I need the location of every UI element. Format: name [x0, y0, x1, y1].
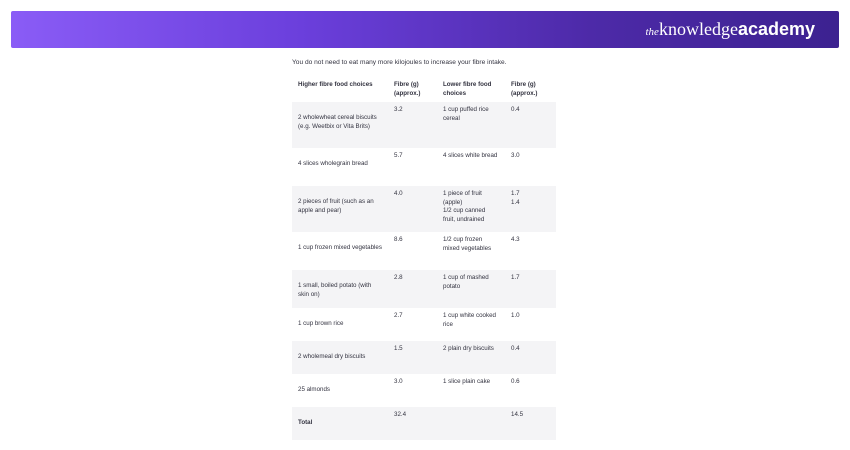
lower-fibre-cell: 0.4 — [511, 345, 520, 352]
lower-choice-cell: 1 piece of fruit (apple) 1/2 cup canned fruit, undrained — [443, 190, 486, 223]
table-header-row — [292, 74, 556, 102]
higher-fibre-cell: 3.0 — [394, 378, 403, 385]
higher-choice-cell: 1 cup brown rice — [298, 320, 344, 327]
table-row — [292, 341, 556, 374]
table-row — [292, 232, 556, 270]
total-lower-fibre-cell: 14.5 — [511, 411, 524, 418]
lower-fibre-cell: 3.0 — [511, 152, 520, 159]
fibre-comparison-table — [292, 74, 556, 440]
higher-fibre-cell: 8.6 — [394, 236, 403, 243]
higher-fibre-cell: 3.2 — [394, 106, 403, 113]
header-higher-fibre: Fibre (g) (approx.) — [394, 81, 421, 97]
lower-fibre-cell: 4.3 — [511, 236, 520, 243]
lower-fibre-cell: 1.0 — [511, 312, 520, 319]
higher-fibre-cell: 2.7 — [394, 312, 403, 319]
higher-choice-cell: 4 slices wholegrain bread — [298, 160, 368, 167]
table-row — [292, 148, 556, 186]
higher-fibre-cell: 2.8 — [394, 274, 403, 281]
higher-fibre-cell: 4.0 — [394, 190, 403, 197]
lower-choice-cell: 1 slice plain cake — [443, 378, 491, 385]
lower-fibre-cell: 1.7 — [511, 274, 520, 281]
lower-choice-cell: 1 cup white cooked rice — [443, 312, 496, 328]
lower-choice-cell: 1 cup of mashed potato — [443, 274, 489, 290]
header-banner — [11, 11, 839, 48]
higher-choice-cell: 2 wholemeal dry biscuits — [298, 353, 366, 360]
table-row — [292, 102, 556, 148]
lower-choice-cell: 1/2 cup frozen mixed vegetables — [443, 236, 492, 252]
higher-choice-cell: 1 small, boiled potato (with skin on) — [298, 282, 372, 298]
total-label-cell: Total — [298, 419, 313, 426]
table-row — [292, 374, 556, 407]
higher-fibre-cell: 5.7 — [394, 152, 403, 159]
lower-fibre-cell: 0.6 — [511, 378, 520, 385]
brand-bold: academy — [737, 19, 815, 39]
total-higher-fibre-cell: 32.4 — [394, 411, 407, 418]
table-row — [292, 308, 556, 341]
higher-fibre-cell: 1.5 — [394, 345, 403, 352]
lower-choice-cell: 4 slices white bread — [443, 152, 498, 159]
higher-choice-cell: 1 cup frozen mixed vegetables — [298, 244, 382, 251]
brand-prefix: the — [645, 26, 659, 38]
header-lower-choices: Lower fibre food choices — [443, 81, 492, 97]
brand-logo[interactable] — [646, 19, 816, 42]
header-higher-choices: Higher fibre food choices — [298, 81, 373, 88]
table-row — [292, 270, 556, 308]
table-row — [292, 186, 556, 232]
lower-choice-cell: 2 plain dry biscuits — [443, 345, 494, 352]
lower-fibre-cell: 0.4 — [511, 106, 520, 113]
higher-choice-cell: 2 pieces of fruit (such as an apple and pear) — [298, 198, 374, 214]
higher-choice-cell: 2 wholewheat cereal biscuits (e.g. Weetbix or Vita Brits) — [298, 114, 377, 130]
brand-main: knowledge — [658, 19, 738, 39]
table-total-row — [292, 407, 556, 440]
intro-text: You do not need to eat many more kilojoules to increase your fibre intake. — [292, 59, 507, 66]
higher-choice-cell: 25 almonds — [298, 386, 330, 393]
total-lower-choice-cell — [437, 407, 505, 440]
header-lower-fibre: Fibre (g) (approx.) — [511, 81, 538, 97]
lower-fibre-cell: 1.7 1.4 — [511, 190, 520, 206]
lower-choice-cell: 1 cup puffed rice cereal — [443, 106, 489, 122]
